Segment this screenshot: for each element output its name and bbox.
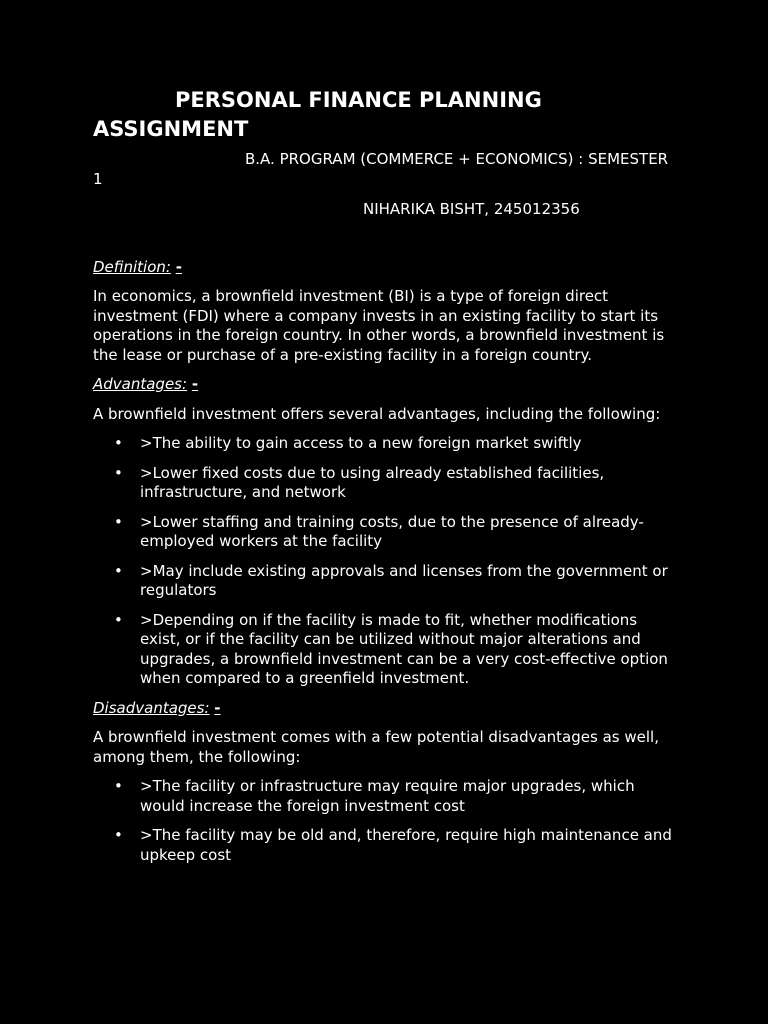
list-item — [93, 434, 673, 454]
definition-heading-dash: - — [175, 257, 182, 276]
disadvantages-heading-label: Disadvantages: — [93, 698, 210, 717]
document-content — [93, 86, 673, 865]
definition-heading-label: Definition: — [93, 257, 171, 276]
disadvantages-heading — [93, 699, 673, 719]
program-line: B.A. PROGRAM (COMMERCE + ECONOMICS) : SEMESTER 1 — [93, 150, 669, 188]
bullet-icon: • — [114, 463, 123, 482]
definition-heading — [93, 258, 673, 278]
document-title: PERSONAL FINANCE PLANNING ASSIGNMENT — [93, 88, 542, 141]
list-item — [93, 826, 673, 865]
list-item — [93, 777, 673, 816]
advantages-heading-dash: - — [191, 375, 199, 393]
advantages-heading-label: Advantages: — [93, 375, 188, 393]
list-item-text: >May include existing approvals and licenses from the government or regulators — [140, 561, 668, 599]
bullet-icon: • — [114, 826, 123, 844]
advantages-heading — [93, 375, 673, 395]
list-item — [93, 611, 673, 689]
list-item-text: >Lower fixed costs due to using already established facilities, infrastructure, and network — [140, 463, 605, 501]
list-item — [93, 513, 673, 552]
list-item-text: >The ability to gain access to a new foreign market swiftly — [140, 434, 582, 452]
bullet-icon: • — [114, 512, 123, 531]
list-item-text: >The facility or infrastructure may require major upgrades, which would increase the foreign investment cost — [140, 777, 635, 815]
disadvantages-intro: A brownfield investment comes with a few potential disadvantages as well, among them, the following: — [93, 728, 659, 766]
bullet-icon: • — [114, 777, 123, 795]
advantages-list — [93, 434, 673, 689]
list-item-text: >The facility may be old and, therefore, require high maintenance and upkeep cost — [140, 826, 672, 864]
disadvantages-heading-dash: - — [214, 698, 221, 717]
bullet-icon: • — [114, 434, 123, 452]
list-item — [93, 464, 673, 503]
definition-body: In economics, a brownfield investment (BI) is a type of foreign direct investment (FDI) where a company invests in an existing facility to start its operations in the foreign country. In other words, a brownfield investment is the lease or purchase of a pre-existing facility in a foreign country. — [93, 287, 665, 364]
list-item-text: >Lower staffing and training costs, due to the presence of already-employed workers at the facility — [140, 512, 644, 550]
list-item — [93, 562, 673, 601]
bullet-icon: • — [114, 610, 123, 629]
advantages-intro: A brownfield investment offers several advantages, including the following: — [93, 404, 661, 423]
list-item-text: >Depending on if the facility is made to fit, whether modifications exist, or if the facility can be utilized without major alterations and upgrades, a brownfield investment can be a very cost-effective option when compared to a greenfield investment. — [140, 610, 668, 687]
disadvantages-list — [93, 777, 673, 865]
author-line: NIHARIKA BISHT, 245012356 — [363, 200, 580, 218]
bullet-icon: • — [114, 561, 123, 580]
